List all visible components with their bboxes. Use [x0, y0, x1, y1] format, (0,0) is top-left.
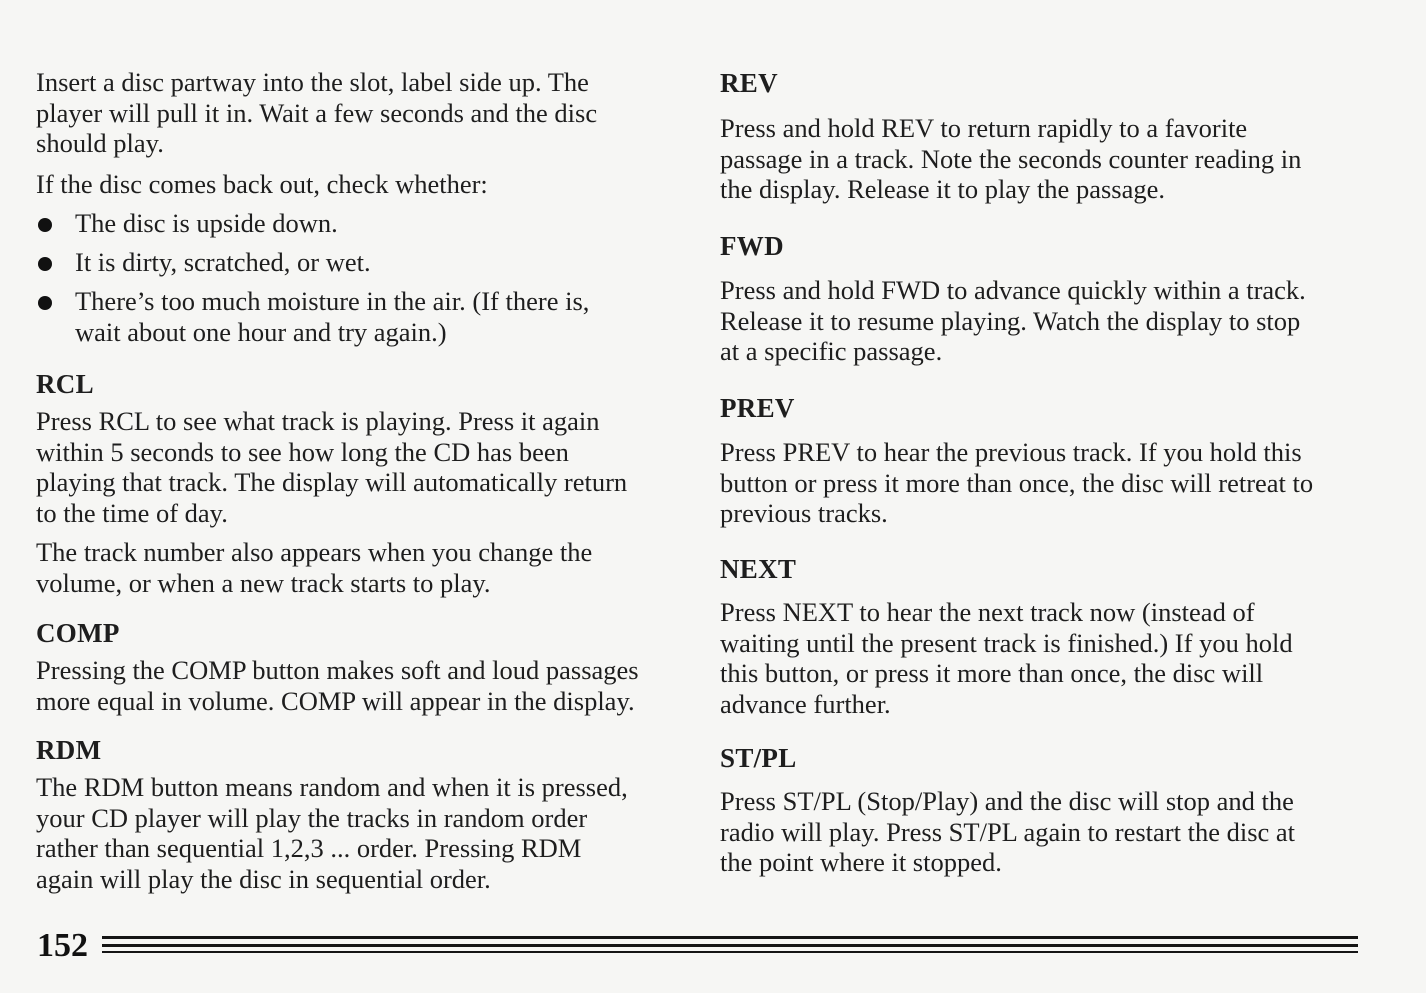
text-line: button or press it more than once, the disc will retreat to — [720, 467, 1314, 498]
text-line: previous tracks. — [720, 498, 888, 528]
bullet-text: It is dirty, scratched, or wet. — [75, 247, 371, 277]
intro-line: should play. — [36, 128, 164, 158]
text-line: passage in a track. Note the seconds counter reading in — [720, 143, 1302, 174]
text-line: Press RCL to see what track is playing. Press it again — [36, 406, 600, 436]
fwd-paragraph — [720, 275, 1306, 367]
text-line: this button, or press it more than once, the disc will — [720, 658, 1264, 688]
text-line: Release it to resume playing. Watch the display to stop — [720, 305, 1301, 336]
text-line: more equal in volume. COMP will appear in the display. — [36, 685, 635, 716]
text-line: Press PREV to hear the previous track. If you hold this — [720, 437, 1302, 467]
text-line: your CD player will play the tracks in random order — [36, 802, 588, 833]
section-heading-prev: PREV — [720, 393, 795, 423]
text-line: radio will play. Press ST/PL again to restart the disc at — [720, 816, 1296, 847]
section-heading-rdm: RDM — [36, 735, 102, 765]
section-heading-next: NEXT — [720, 554, 797, 584]
text-line: Press and hold FWD to advance quickly within a track. — [720, 275, 1306, 305]
check-paragraph: If the disc comes back out, check whether: — [36, 169, 488, 199]
text-line: at a specific passage. — [720, 336, 943, 366]
section-heading-comp: COMP — [36, 618, 120, 648]
footer-rule — [102, 936, 1358, 939]
intro-paragraph — [36, 67, 597, 159]
section-heading-fwd: FWD — [720, 231, 784, 261]
rcl-paragraph-1 — [36, 406, 627, 528]
text-line: to the time of day. — [36, 497, 228, 528]
prev-paragraph — [720, 437, 1313, 529]
stpl-paragraph — [720, 786, 1295, 878]
rev-paragraph — [720, 113, 1301, 205]
bullet-dot-icon — [38, 296, 52, 310]
next-paragraph — [720, 597, 1293, 719]
bullet-text: The disc is upside down. — [75, 208, 338, 238]
page-number: 152 — [37, 927, 88, 964]
comp-paragraph — [36, 655, 639, 716]
text-line: The RDM button means random and when it is pressed, — [36, 772, 628, 802]
rcl-paragraph-2 — [36, 537, 592, 598]
text-line: Pressing the COMP button makes soft and loud passages — [36, 655, 639, 685]
intro-line: Insert a disc partway into the slot, label side up. The — [36, 67, 589, 97]
text-line: the display. Release it to play the passage. — [720, 174, 1165, 204]
bullet-line: There’s too much moisture in the air. (If there is, — [75, 286, 590, 316]
text-line: rather than sequential 1,2,3 ... order. Pressing RDM — [36, 833, 582, 863]
text-line: playing that track. The display will automatically return — [36, 467, 628, 497]
footer-rule — [102, 944, 1358, 947]
section-heading-stpl: ST/PL — [720, 743, 797, 773]
bullet-line: wait about one hour and try again.) — [75, 316, 447, 347]
rdm-paragraph — [36, 772, 628, 894]
bullet-dot-icon — [38, 218, 52, 232]
section-heading-rcl: RCL — [36, 369, 94, 399]
section-heading-rev: REV — [720, 68, 778, 98]
text-line: volume, or when a new track starts to play. — [36, 567, 491, 598]
text-line: Press NEXT to hear the next track now (instead of — [720, 597, 1255, 627]
text-line: waiting until the present track is finished.) If you hold — [720, 627, 1293, 658]
text-line: Press and hold REV to return rapidly to a favorite — [720, 113, 1248, 143]
text-line: Press ST/PL (Stop/Play) and the disc will stop and the — [720, 786, 1294, 816]
text-line: again will play the disc in sequential order. — [36, 863, 491, 894]
text-line: the point where it stopped. — [720, 847, 1002, 877]
intro-line: player will pull it in. Wait a few seconds and the disc — [36, 97, 598, 128]
bullet-text — [75, 286, 589, 347]
text-line: advance further. — [720, 688, 891, 719]
text-line: within 5 seconds to see how long the CD has been — [36, 436, 569, 467]
text-line: The track number also appears when you change the — [36, 537, 593, 567]
footer-rule — [102, 951, 1358, 953]
bullet-dot-icon — [38, 257, 52, 271]
